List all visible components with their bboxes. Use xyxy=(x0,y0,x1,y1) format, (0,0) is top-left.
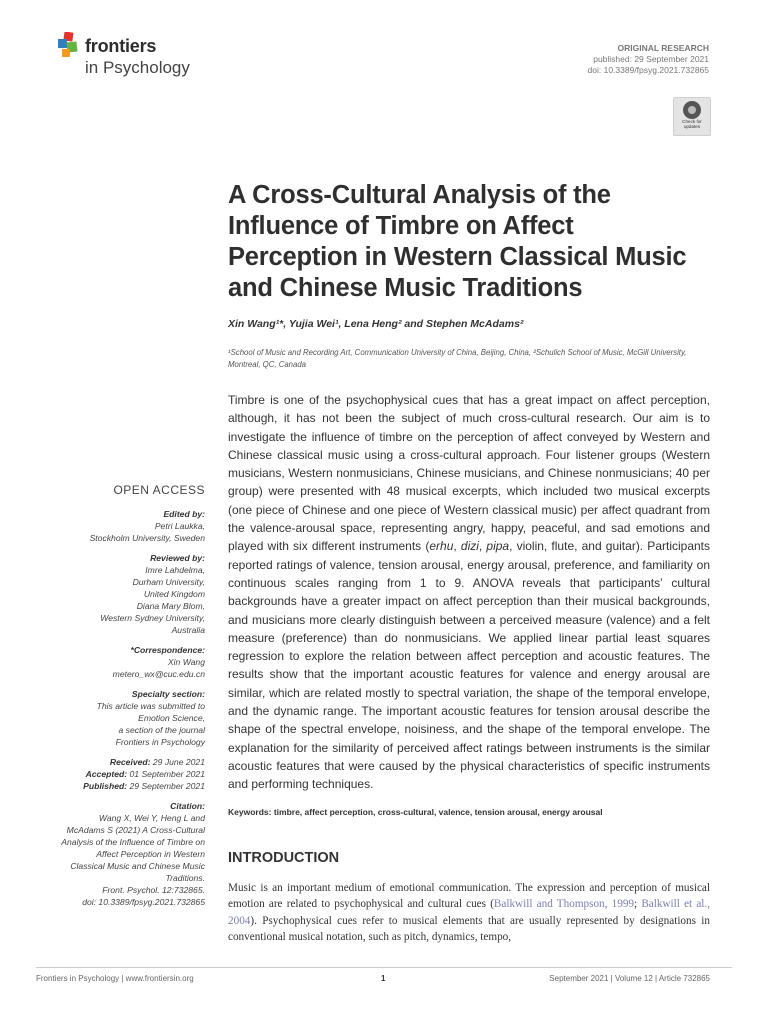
accepted-value: 01 September 2021 xyxy=(127,769,205,779)
article-sidebar xyxy=(35,484,205,916)
correspondence-email[interactable]: metero_wx@cuc.edu.cn xyxy=(112,669,205,679)
edited-by-section xyxy=(35,508,205,544)
author-list: Xin Wang¹*, Yujia Wei¹, Lena Heng² and Stephen McAdams² xyxy=(228,318,524,330)
published-date-side xyxy=(35,780,205,792)
page-number: 1 xyxy=(381,974,386,983)
section-heading-introduction: INTRODUCTION xyxy=(228,850,340,866)
abstract-term-dizi: dizi xyxy=(460,539,479,554)
accepted-date xyxy=(35,768,205,780)
abstract-text-2: , violin, flute, and guitar). Participants reported ratings of valence, tension arousal, energy arousal, preference, and familiarity on continuous scales ranging from 1 to 9. ANOVA reveals that participants’ cultural backgrounds have a greater impact on affect perception than their musical backgrounds, and musicians more clearly distinguish between a perceived measure (valence) and a felt measure (preference) than do nonmusicians. We applied linear partial least squares regression to explore the relation between affect perception and acoustic features. The results show that the important acoustic features for valence and energy arousal are similar, which are related mostly to spectral variation, the shape of the temporal envelope, and the dynamic range. The important acoustic features for tension arousal describe the shape of the spectral envelope, noisiness, and the shape of the temporal envelope. The explanation for the similarity of perceived affect ratings between instruments is the similar acoustic features that were caused by the physical characteristics of specific instruments and performing techniques. xyxy=(228,539,711,792)
correspondence-label: *Correspondence: xyxy=(130,645,205,655)
reviewer-line[interactable]: Diana Mary Blom, xyxy=(136,601,205,611)
abstract-term-pipa: pipa xyxy=(486,539,510,554)
citation-link[interactable]: Balkwill et al., 2004 xyxy=(228,898,711,927)
abstract xyxy=(228,391,710,794)
footer-issue: September 2021 | Volume 12 | Article 732865 xyxy=(549,974,710,983)
affiliations: ¹School of Music and Recording Art, Communication University of China, Beijing, China, ²Schulich School of Music, McGill University, Montreal, QC, Canada xyxy=(228,348,687,369)
intro-text-2: ; xyxy=(634,898,642,911)
specialty-section xyxy=(35,688,205,748)
accepted-label: Accepted: xyxy=(85,769,128,779)
reviewed-by-label: Reviewed by: xyxy=(150,553,205,563)
citation-section xyxy=(35,800,205,908)
abstract-sep-2: , xyxy=(478,539,487,554)
correspondence-section xyxy=(35,644,205,680)
citation-doi[interactable]: doi: 10.3389/fpsyg.2021.732865 xyxy=(82,897,205,907)
citation-line: Traditions. xyxy=(165,873,205,883)
citation-link[interactable]: Balkwill and Thompson, 1999 xyxy=(493,898,635,911)
reviewer-line: United Kingdom xyxy=(143,589,205,599)
published-value: 29 September 2021 xyxy=(127,781,205,791)
check-for-updates-label: Check for updates xyxy=(682,119,702,129)
published-label: Published: xyxy=(83,781,128,791)
reviewer-line: Australia xyxy=(171,625,205,635)
abstract-sep-1: , xyxy=(453,539,461,554)
keywords xyxy=(228,807,710,817)
intro-text-1: Music is an important medium of emotional communication. The expression and perception of musical emotion are related to psychophysical and cultural cues ( xyxy=(228,882,710,911)
reviewer-line[interactable]: Imre Lahdelma, xyxy=(145,565,205,575)
dates-section xyxy=(35,756,205,792)
journal-logo[interactable] xyxy=(58,32,208,80)
published-date: published: 29 September 2021 xyxy=(593,54,709,64)
footer-divider xyxy=(36,967,732,968)
citation-line: Front. Psychol. 12:732865. xyxy=(102,885,205,895)
specialty-line: Emotion Science, xyxy=(138,713,205,723)
check-for-updates-badge[interactable] xyxy=(673,97,711,136)
open-access-label: OPEN ACCESS xyxy=(113,483,205,497)
specialty-label: Specialty section: xyxy=(131,689,205,699)
article-meta xyxy=(588,43,709,76)
introduction-text xyxy=(228,880,710,946)
citation-line: Analysis of the Influence of Timbre on xyxy=(61,837,205,847)
citation-line: Wang X, Wei Y, Heng L and xyxy=(98,813,205,823)
citation-label: Citation: xyxy=(170,801,205,811)
article-type: ORIGINAL RESEARCH xyxy=(617,43,709,53)
specialty-line: Frontiers in Psychology xyxy=(115,737,205,747)
reviewer-line: Western Sydney University, xyxy=(100,613,205,623)
citation-line: McAdams S (2021) A Cross-Cultural xyxy=(66,825,205,835)
keywords-label: Keywords: xyxy=(228,807,272,817)
reviewer-line: Durham University, xyxy=(132,577,205,587)
citation-line: Affect Perception in Western xyxy=(96,849,205,859)
abstract-term-erhu: erhu xyxy=(429,539,454,554)
article-doi[interactable]: doi: 10.3389/fpsyg.2021.732865 xyxy=(587,65,709,75)
logo-brand: frontiers xyxy=(85,36,157,56)
specialty-line: This article was submitted to xyxy=(96,701,205,711)
frontiers-logo-icon xyxy=(58,32,82,58)
correspondence-name: Xin Wang xyxy=(167,657,205,667)
logo-journal: in Psychology xyxy=(85,58,190,77)
received-value: 29 June 2021 xyxy=(150,757,205,767)
edited-by-label: Edited by: xyxy=(163,509,205,519)
article-title: A Cross-Cultural Analysis of the Influence of Timbre on Affect Perception in Western Classical Music and Chinese Music Traditions xyxy=(228,181,687,302)
editor-line: Stockholm University, Sweden xyxy=(89,533,205,543)
specialty-line: a section of the journal xyxy=(118,725,205,735)
citation-line: Classical Music and Chinese Music xyxy=(70,861,205,871)
footer-journal[interactable]: Frontiers in Psychology | www.frontiersin.org xyxy=(36,974,194,983)
abstract-text-1: Timbre is one of the psychophysical cues that has a great impact on affect perception, although, it has not been the subject of much cross-cultural research. Our aim is to investigate the influence of timbre on the perception of affect conveyed by Western and Chinese classical music using a cross-cultural approach. Four listener groups (Western musicians, Western nonmusicians, Chinese musicians, and Chinese nonmusicians; 40 per group) were presented with 48 musical excerpts, which included two musical excerpts (one piece of Chinese and one piece of Western classical music) per affect quadrant from the valence-arousal space, representing angry, happy, peaceful, and sad emotions and played with six different instruments ( xyxy=(228,393,710,554)
check-for-updates-icon xyxy=(683,101,701,119)
keywords-text: timbre, affect perception, cross-cultural, valence, tension arousal, energy arousal xyxy=(271,807,603,817)
editor-line[interactable]: Petri Laukka, xyxy=(154,521,205,531)
received-date xyxy=(35,756,205,768)
intro-text-3: ). Psychophysical cues refer to musical elements that are usually represented by designations in conventional musical notation, such as pitch, dynamics, tempo, xyxy=(228,914,710,944)
reviewed-by-section xyxy=(35,552,205,636)
received-label: Received: xyxy=(109,757,151,767)
